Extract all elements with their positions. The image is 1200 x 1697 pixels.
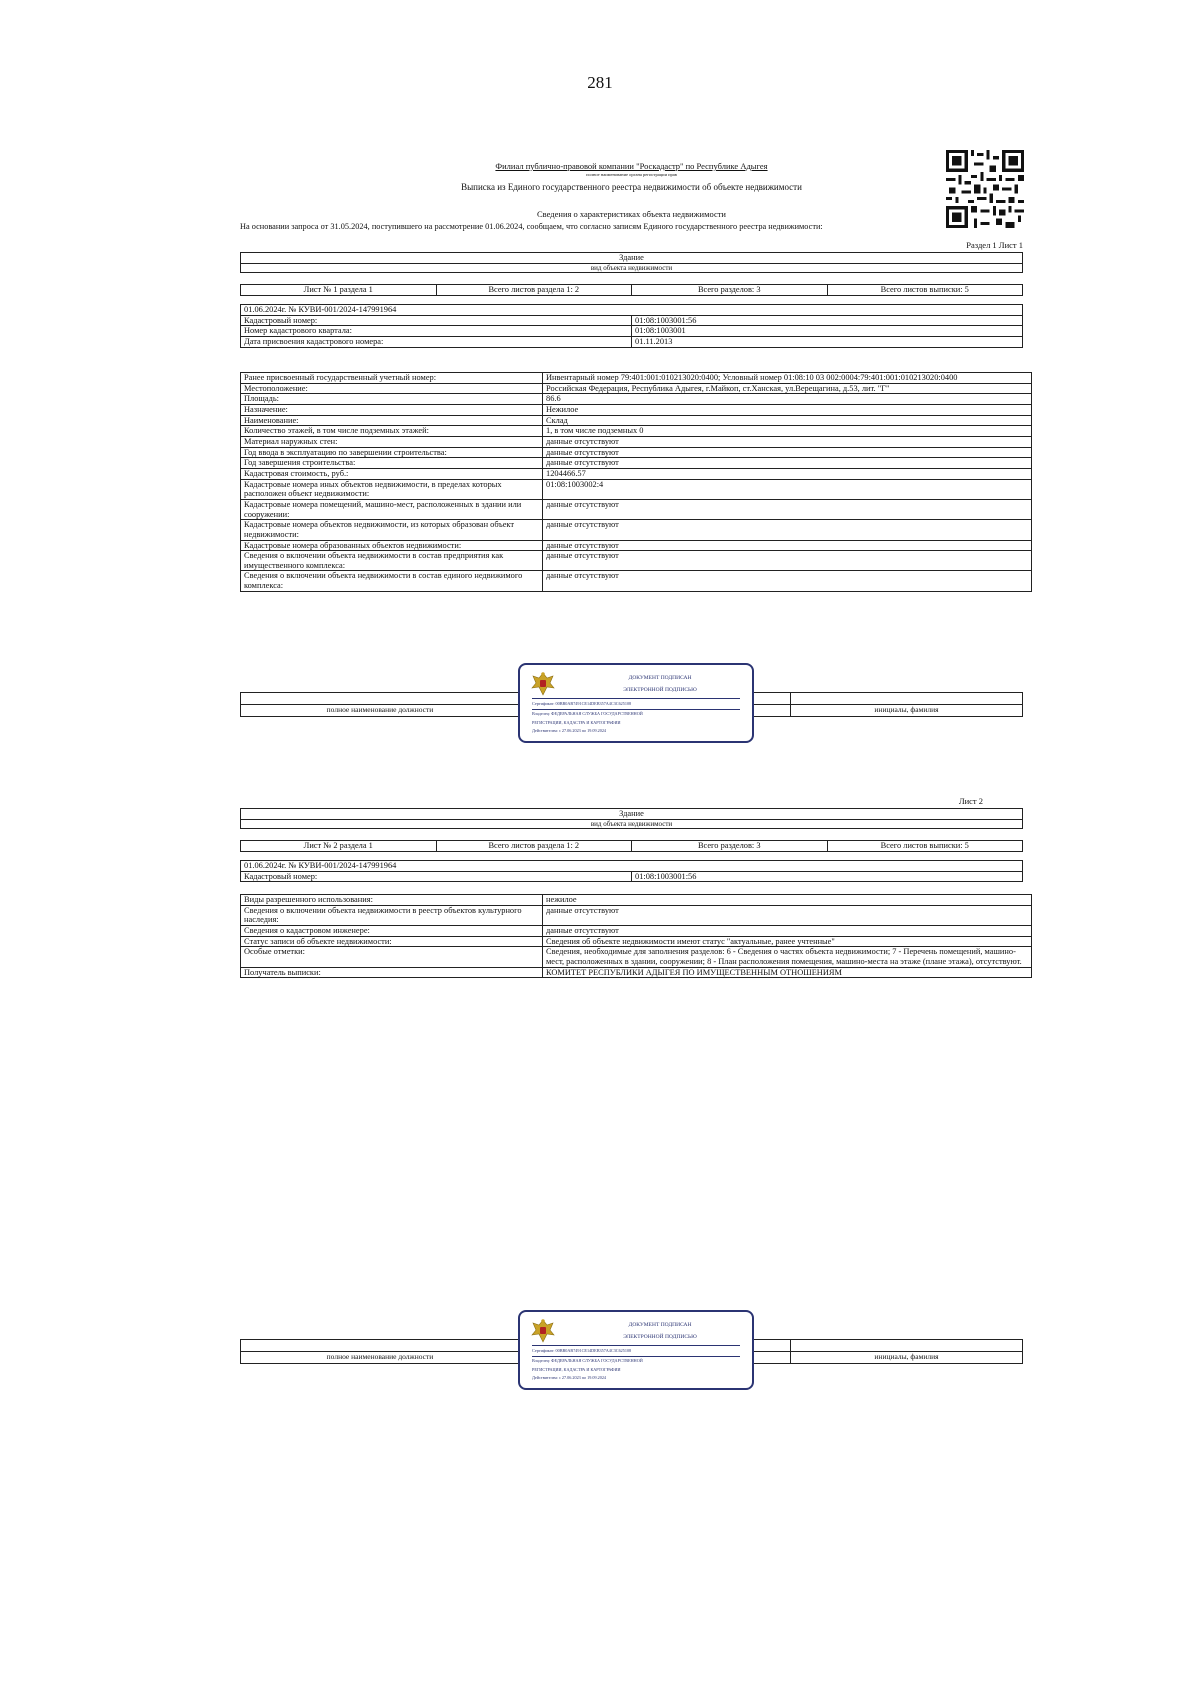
field-label: Статус записи об объекте недвижимости: [241,936,543,947]
field-label: Материал наружных стен: [241,436,543,447]
field-label: Количество этажей, в том числе подземных этажей: [241,426,543,437]
field-label: Кадастровый номер: [241,315,632,326]
sheet-1-info-table [240,284,1023,296]
position-caption: полное наименование должности [326,1352,434,1361]
sheet-2-label: Лист 2 [958,796,983,806]
stamp-owner-2: РЕГИСТРАЦИИ, КАДАСТРА И КАРТОГРАФИИ [532,720,621,725]
table-row [241,947,1032,967]
table-row [241,404,1032,415]
sheet-2-characteristics-table [240,894,1032,978]
field-value: Склад [543,415,1032,426]
table-row [241,551,1032,571]
info-sheet-number: Лист № 2 раздела 1 [241,841,437,852]
table-row [241,415,1032,426]
electronic-signature-stamp [518,663,754,743]
field-value: Инвентарный номер 79:401:001:010213020:0400; Условный номер 01:08:10 03 002:0004:79:401:001:010213020:0400 [543,373,1032,384]
field-value: 01:08:1003001:56 [632,315,1023,326]
org-caption: полное наименование органа регистрации прав [586,172,677,177]
field-label: Кадастровые номера образованных объектов недвижимости: [241,540,543,551]
table-row [241,436,1032,447]
field-label: Сведения о включении объекта недвижимости в реестр объектов культурного наследия: [241,905,543,925]
table-row [241,871,1023,882]
field-label: Номер кадастрового квартала: [241,326,632,337]
field-value: данные отсутствуют [543,499,1032,519]
info-section-sheets: Всего листов раздела 1: 2 [436,285,632,296]
stamp-validity: Действителен: с 27.06.2023 по 19.09.2024 [532,728,607,733]
document-title: Выписка из Единого государственного реестра недвижимости об объекте недвижимости [461,182,802,192]
stamp-line-2: ЭЛЕКТРОННОЙ ПОДПИСЬЮ [623,1334,697,1340]
field-label: Назначение: [241,404,543,415]
field-label: Сведения о включении объекта недвижимости в состав единого недвижимого комплекса: [241,571,543,591]
field-value: данные отсутствуют [543,905,1032,925]
info-sections-total: Всего разделов: 3 [632,841,828,852]
table-row [241,373,1032,384]
field-value: Сведения, необходимые для заполнения разделов: 6 - Сведения о частях объекта недвижимости; 7 - Перечень помещений, машино-мест, расположенных в здании, сооружении; 8 - План расположения помещения, машино-места на этаже (плане этажа), отсутствуют. [543,947,1032,967]
field-label: Дата присвоения кадастрового номера: [241,336,632,347]
stamp-owner: Владелец: ФЕДЕРАЛЬНАЯ СЛУЖБА ГОСУДАРСТВЕННОЙ [532,1358,643,1363]
info-extract-sheets: Всего листов выписки: 5 [827,285,1023,296]
table-row [241,468,1032,479]
field-label: Год завершения строительства: [241,458,543,469]
table-row [241,936,1032,947]
field-label: Кадастровые номера иных объектов недвижимости, в пределах которых расположен объект недвижимости: [241,479,543,499]
sheet-1-main-table [240,304,1023,348]
sheet-1-characteristics-table [240,372,1032,592]
field-label: Особые отметки: [241,947,543,967]
table-row [241,458,1032,469]
field-value: данные отсутствуют [543,571,1032,591]
info-sections-total: Всего разделов: 3 [632,285,828,296]
stamp-certificate: Сертификат: 00BB0AB7491CE14DEB357A4C3C625108 [532,701,632,706]
field-value: Сведения об объекте недвижимости имеют статус "актуальные, ранее учтенные" [543,936,1032,947]
qr-code-icon [946,150,1024,228]
object-type: Здание [241,253,1023,264]
table-row [241,479,1032,499]
electronic-signature-stamp-2 [518,1310,754,1390]
extract-number: 01.06.2024г. № КУВИ-001/2024-147991964 [241,305,1023,316]
sheet-2-main-table [240,860,1023,882]
sheet-2-info-table [240,840,1023,852]
field-value: данные отсутствуют [543,458,1032,469]
object-type: Здание [241,809,1023,820]
eagle-emblem-icon [528,669,558,699]
field-value: 01:08:1003001 [632,326,1023,337]
field-label: Виды разрешенного использования: [241,895,543,906]
field-value: 01.11.2013 [632,336,1023,347]
field-value: данные отсутствуют [543,520,1032,540]
field-value: Российская Федерация, Республика Адыгея, г.Майкоп, ст.Ханская, ул.Верещагина, д.53, лит. "Г" [543,383,1032,394]
table-row [241,905,1032,925]
name-caption: инициалы, фамилия [874,705,939,714]
position-caption: полное наименование должности [326,705,434,714]
field-value: данные отсутствуют [543,925,1032,936]
field-value: данные отсутствуют [543,447,1032,458]
field-label: Кадастровая стоимость, руб.: [241,468,543,479]
field-value: 01:08:1003001:56 [632,871,1023,882]
field-value: данные отсутствуют [543,551,1032,571]
table-row [241,895,1032,906]
field-label: Местоположение: [241,383,543,394]
name-caption: инициалы, фамилия [874,1352,939,1361]
sheet-1-label: Раздел 1 Лист 1 [966,240,1023,250]
info-sheet-number: Лист № 1 раздела 1 [241,285,437,296]
stamp-line-1: ДОКУМЕНТ ПОДПИСАН [628,1322,692,1328]
stamp-validity: Действителен: с 27.06.2023 по 19.09.2024 [532,1375,607,1380]
table-row [241,326,1023,337]
info-section-sheets: Всего листов раздела 1: 2 [436,841,632,852]
field-value: 1204466.57 [543,468,1032,479]
field-label: Площадь: [241,394,543,405]
table-row [241,426,1032,437]
page-number: 281 [587,73,613,92]
table-row [241,967,1032,978]
field-label: Сведения о включении объекта недвижимости в состав предприятия как имущественного комплекса: [241,551,543,571]
sheet-2-object-type-table [240,808,1023,829]
field-label: Наименование: [241,415,543,426]
field-value: нежилое [543,895,1032,906]
eagle-emblem-icon [528,1316,558,1346]
stamp-line-1: ДОКУМЕНТ ПОДПИСАН [628,675,692,681]
document-subtitle: Сведения о характеристиках объекта недвижимости [537,209,726,219]
field-value: Нежилое [543,404,1032,415]
table-row [241,383,1032,394]
table-row [241,540,1032,551]
field-value: КОМИТЕТ РЕСПУБЛИКИ АДЫГЕЯ ПО ИМУЩЕСТВЕННЫМ ОТНОШЕНИЯМ [543,967,1032,978]
field-value: 01:08:1003002:4 [543,479,1032,499]
stamp-line-2: ЭЛЕКТРОННОЙ ПОДПИСЬЮ [623,687,697,693]
field-value: данные отсутствуют [543,436,1032,447]
table-row [241,925,1032,936]
field-label: Кадастровый номер: [241,871,632,882]
stamp-certificate: Сертификат: 00BB0AB7491CE14DEB357A4C3C625108 [532,1348,632,1353]
field-label: Ранее присвоенный государственный учетный номер: [241,373,543,384]
extract-number: 01.06.2024г. № КУВИ-001/2024-147991964 [241,861,1023,872]
field-value: данные отсутствуют [543,540,1032,551]
stamp-owner-2: РЕГИСТРАЦИИ, КАДАСТРА И КАРТОГРАФИИ [532,1367,621,1372]
table-row [241,336,1023,347]
info-extract-sheets: Всего листов выписки: 5 [827,841,1023,852]
stamp-owner: Владелец: ФЕДЕРАЛЬНАЯ СЛУЖБА ГОСУДАРСТВЕННОЙ [532,711,643,716]
table-row [241,571,1032,591]
table-row [241,447,1032,458]
field-value: 1, в том числе подземных 0 [543,426,1032,437]
field-label: Кадастровые номера объектов недвижимости, из которых образован объект недвижимости: [241,520,543,540]
object-type-caption: вид объекта недвижимости [241,263,1023,272]
table-row [241,315,1023,326]
field-label: Получатель выписки: [241,967,543,978]
table-row [241,499,1032,519]
field-value: 86.6 [543,394,1032,405]
intro-text: На основании запроса от 31.05.2024, поступившего на рассмотрение 01.06.2024, сообщаем, что согласно записям Единого государственного реестра недвижимости: [240,222,823,231]
object-type-caption: вид объекта недвижимости [241,819,1023,828]
field-label: Год ввода в эксплуатацию по завершении строительства: [241,447,543,458]
field-label: Кадастровые номера помещений, машино-мест, расположенных в здании или сооружении: [241,499,543,519]
table-row [241,520,1032,540]
sheet-1-object-type-table [240,252,1023,273]
org-name: Филиал публично-правовой компании "Роскадастр" по Республике Адыгея [495,161,768,171]
table-row [241,394,1032,405]
field-label: Сведения о кадастровом инженере: [241,925,543,936]
